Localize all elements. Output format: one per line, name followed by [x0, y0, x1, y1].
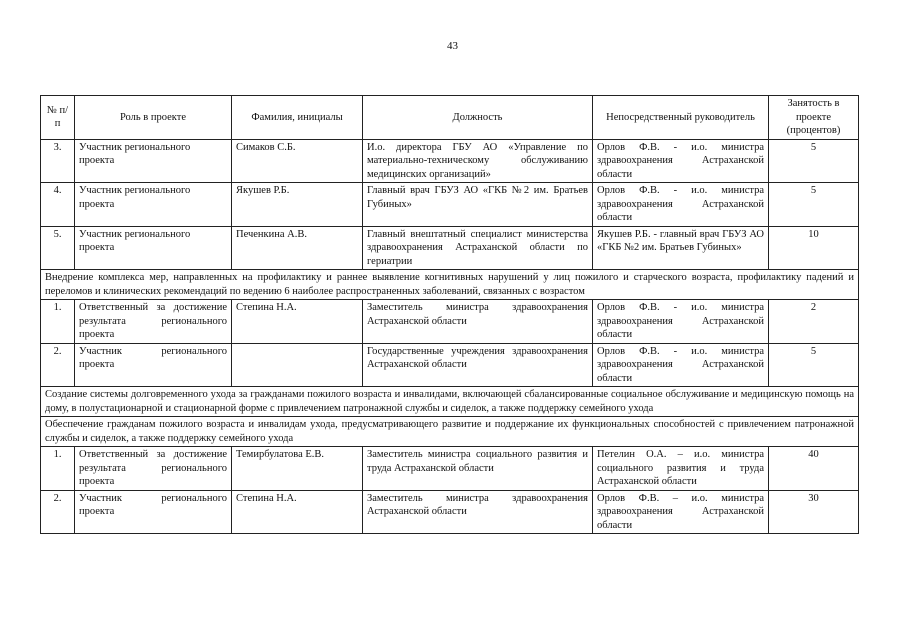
row-name: Степина Н.А.: [232, 490, 363, 534]
row-employment: 40: [769, 447, 859, 491]
row-role: Ответственный за достижение результата регионального проекта: [75, 447, 232, 491]
row-name: [232, 343, 363, 387]
row-position: И.о. директора ГБУ АО «Управление по материально-техническому обслуживанию медицинских организаций»: [363, 139, 593, 183]
table-row: [41, 447, 859, 491]
row-role: Участник регионального проекта: [75, 139, 232, 183]
row-num: 5.: [41, 226, 75, 270]
row-employment: 2: [769, 300, 859, 344]
row-manager: Якушев Р.Б. - главный врач ГБУЗ АО «ГКБ №2 им. Братьев Губиных»: [593, 226, 769, 270]
row-num: 3.: [41, 139, 75, 183]
section-heading-row: [41, 417, 859, 447]
section-heading-row: [41, 270, 859, 300]
row-manager: Орлов Ф.В. – и.о. министра здравоохранения Астраханской области: [593, 490, 769, 534]
row-employment: 5: [769, 139, 859, 183]
table-row: [41, 139, 859, 183]
row-position: Главный внештатный специалист министерства здравоохранения Астраханской области по гериатрии: [363, 226, 593, 270]
header-position: Должность: [363, 96, 593, 140]
row-name: Темирбулатова Е.В.: [232, 447, 363, 491]
row-name: Симаков С.Б.: [232, 139, 363, 183]
row-num: 2.: [41, 490, 75, 534]
table-row: [41, 343, 859, 387]
row-position: Главный врач ГБУЗ АО «ГКБ №2 им. Братьев Губиных»: [363, 183, 593, 227]
row-employment: 30: [769, 490, 859, 534]
header-role: Роль в проекте: [75, 96, 232, 140]
section-title: Обеспечение гражданам пожилого возраста и инвалидам ухода, предусматривающего развитие и поддержание их функциональных способностей с привлечением патронажной службы и сиделок, а также поддержку семейного ухода: [41, 417, 859, 447]
row-position: Государственные учреждения здравоохранения Астраханской области: [363, 343, 593, 387]
row-role: Участник регионального проекта: [75, 183, 232, 227]
row-manager: Орлов Ф.В. - и.о. министра здравоохранения Астраханской области: [593, 343, 769, 387]
project-roles-table: [40, 95, 859, 534]
table-row: [41, 490, 859, 534]
section-title: Внедрение комплекса мер, направленных на профилактику и раннее выявление когнитивных нарушений у лиц пожилого и старческого возраста, профилактику падений и переломов и клинических рекомендаций по ведению 6 наиболее распространенных заболеваний, связанных с возрастом: [41, 270, 859, 300]
row-num: 1.: [41, 300, 75, 344]
row-num: 1.: [41, 447, 75, 491]
row-position: Заместитель министра здравоохранения Астраханской области: [363, 490, 593, 534]
table-row: [41, 300, 859, 344]
row-role: Ответственный за достижение результата регионального проекта: [75, 300, 232, 344]
row-manager: Петелин О.А. – и.о. министра социального развития и труда Астраханской области: [593, 447, 769, 491]
row-role: Участник регионального проекта: [75, 343, 232, 387]
row-num: 4.: [41, 183, 75, 227]
row-position: Заместитель министра социального развития и труда Астраханской области: [363, 447, 593, 491]
row-employment: 5: [769, 343, 859, 387]
header-name: Фамилия, инициалы: [232, 96, 363, 140]
header-num: № п/п: [41, 96, 75, 140]
row-employment: 10: [769, 226, 859, 270]
row-manager: Орлов Ф.В. - и.о. министра здравоохранения Астраханской области: [593, 183, 769, 227]
row-role: Участник регионального проекта: [75, 226, 232, 270]
page-number: 43: [447, 40, 458, 52]
row-manager: Орлов Ф.В. - и.о. министра здравоохранения Астраханской области: [593, 300, 769, 344]
row-name: Печенкина А.В.: [232, 226, 363, 270]
header-employment: Занятость в проекте (процентов): [769, 96, 859, 140]
row-role: Участник регионального проекта: [75, 490, 232, 534]
row-name: Якушев Р.Б.: [232, 183, 363, 227]
row-name: Степина Н.А.: [232, 300, 363, 344]
table-row: [41, 226, 859, 270]
row-num: 2.: [41, 343, 75, 387]
table-header-row: [41, 96, 859, 140]
header-manager: Непосредственный руководитель: [593, 96, 769, 140]
row-employment: 5: [769, 183, 859, 227]
row-position: Заместитель министра здравоохранения Астраханской области: [363, 300, 593, 344]
row-manager: Орлов Ф.В. - и.о. министра здравоохранения Астраханской области: [593, 139, 769, 183]
section-title: Создание системы долговременного ухода за гражданами пожилого возраста и инвалидами, включающей сбалансированные социальное обслуживание и медицинскую помощь на дому, в полустационарной и стационарной форме с привлечением патронажной службы и сиделок, а также поддержку семейного ухода: [41, 387, 859, 417]
table-row: [41, 183, 859, 227]
section-heading-row: [41, 387, 859, 417]
